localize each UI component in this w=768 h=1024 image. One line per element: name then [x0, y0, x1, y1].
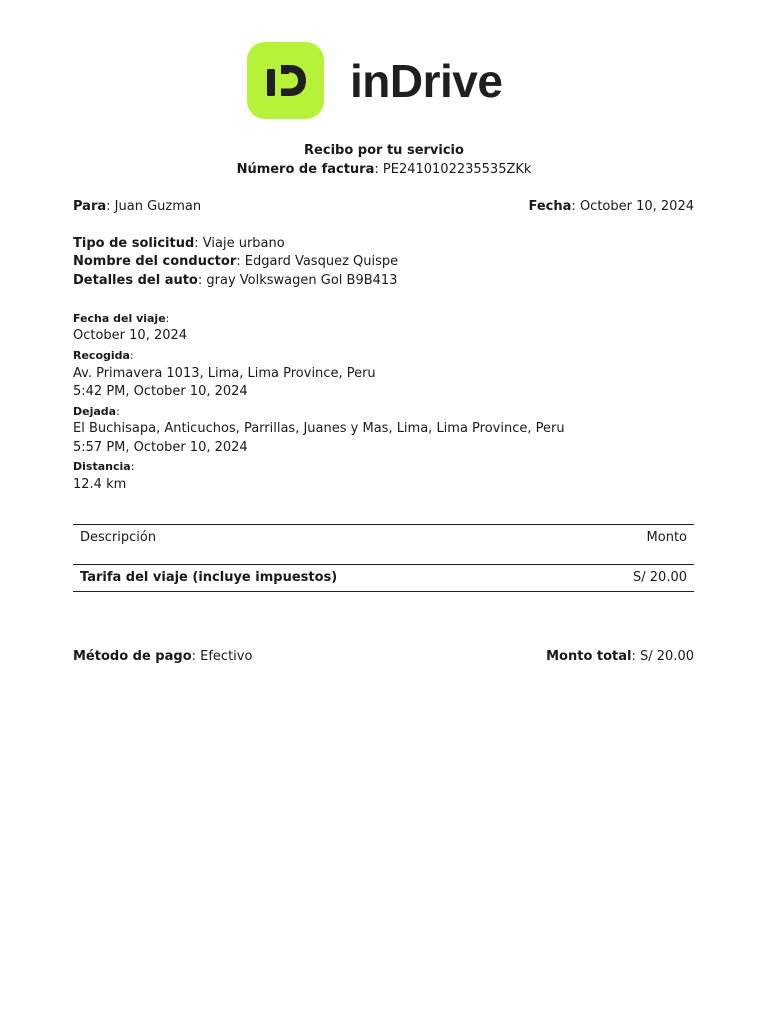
pickup-address: Av. Primavera 1013, Lima, Lima Province, Peru: [73, 366, 376, 381]
table-header-rule: [73, 564, 694, 565]
trip-date-label: Fecha del viaje:: [73, 312, 170, 325]
fare-amount: S/ 20.00: [633, 570, 687, 585]
table-top-rule: [73, 524, 694, 525]
car-details-value: gray Volkswagen Gol B9B413: [206, 273, 398, 288]
recipient-label: Para: [73, 199, 107, 214]
driver-name: Nombre del conductor: Edgard Vasquez Quispe: [73, 254, 399, 269]
dropoff-label: Dejada:: [73, 405, 120, 418]
table-header-row: [80, 530, 687, 545]
receipt-title: Recibo por tu servicio: [304, 143, 464, 158]
recipient-date-row: [73, 199, 694, 214]
distance-value: 12.4 km: [73, 477, 127, 492]
invoice-number: PE2410102235535ZKk: [382, 162, 532, 177]
request-type-value: Viaje urbano: [202, 236, 285, 251]
dropoff-address: El Buchisapa, Anticuchos, Parrillas, Juanes y Mas, Lima, Lima Province, Peru: [73, 421, 565, 436]
dropoff-time: 5:57 PM, October 10, 2024: [73, 440, 248, 455]
car-details: Detalles del auto: gray Volkswagen Gol B9B413: [73, 273, 398, 288]
table-bottom-rule: [73, 591, 694, 592]
payment-method-label: Método de pago: [73, 649, 192, 664]
payment-total-row: [73, 649, 694, 664]
recipient: Para: Juan Guzman: [73, 199, 202, 214]
trip-date-value: October 10, 2024: [73, 328, 188, 343]
total-amount-value: S/ 20.00: [640, 649, 694, 664]
brand-logo: [247, 42, 502, 119]
payment-method: Método de pago: Efectivo: [73, 649, 253, 664]
fare-description: Tarifa del viaje (incluye impuestos): [80, 570, 338, 585]
total-amount: Monto total: S/ 20.00: [546, 649, 694, 664]
description-column-header: Descripción: [80, 530, 157, 545]
amount-column-header: Monto: [646, 530, 687, 545]
id-glyph-icon: [247, 42, 324, 119]
driver-name-value: Edgard Vasquez Quispe: [244, 254, 399, 269]
pickup-time: 5:42 PM, October 10, 2024: [73, 384, 248, 399]
indrive-logo-icon: [247, 42, 324, 119]
invoice-date: Fecha: October 10, 2024: [528, 199, 694, 214]
total-amount-label: Monto total: [546, 649, 632, 664]
car-details-label: Detalles del auto: [73, 273, 198, 288]
pickup-label: Recogida:: [73, 349, 134, 362]
request-type-label: Tipo de solicitud: [73, 236, 195, 251]
brand-name: inDrive: [350, 54, 503, 107]
invoice-date-value: October 10, 2024: [579, 199, 694, 214]
recipient-value: Juan Guzman: [114, 199, 202, 214]
distance-label: Distancia:: [73, 460, 135, 473]
driver-name-label: Nombre del conductor: [73, 254, 237, 269]
payment-method-value: Efectivo: [200, 649, 253, 664]
invoice-number-line: Número de factura: PE2410102235535ZKk: [236, 162, 532, 177]
invoice-label: Número de factura: [236, 162, 375, 177]
request-type: Tipo de solicitud: Viaje urbano: [73, 236, 285, 251]
invoice-date-label: Fecha: [528, 199, 572, 214]
table-row: [80, 570, 687, 585]
